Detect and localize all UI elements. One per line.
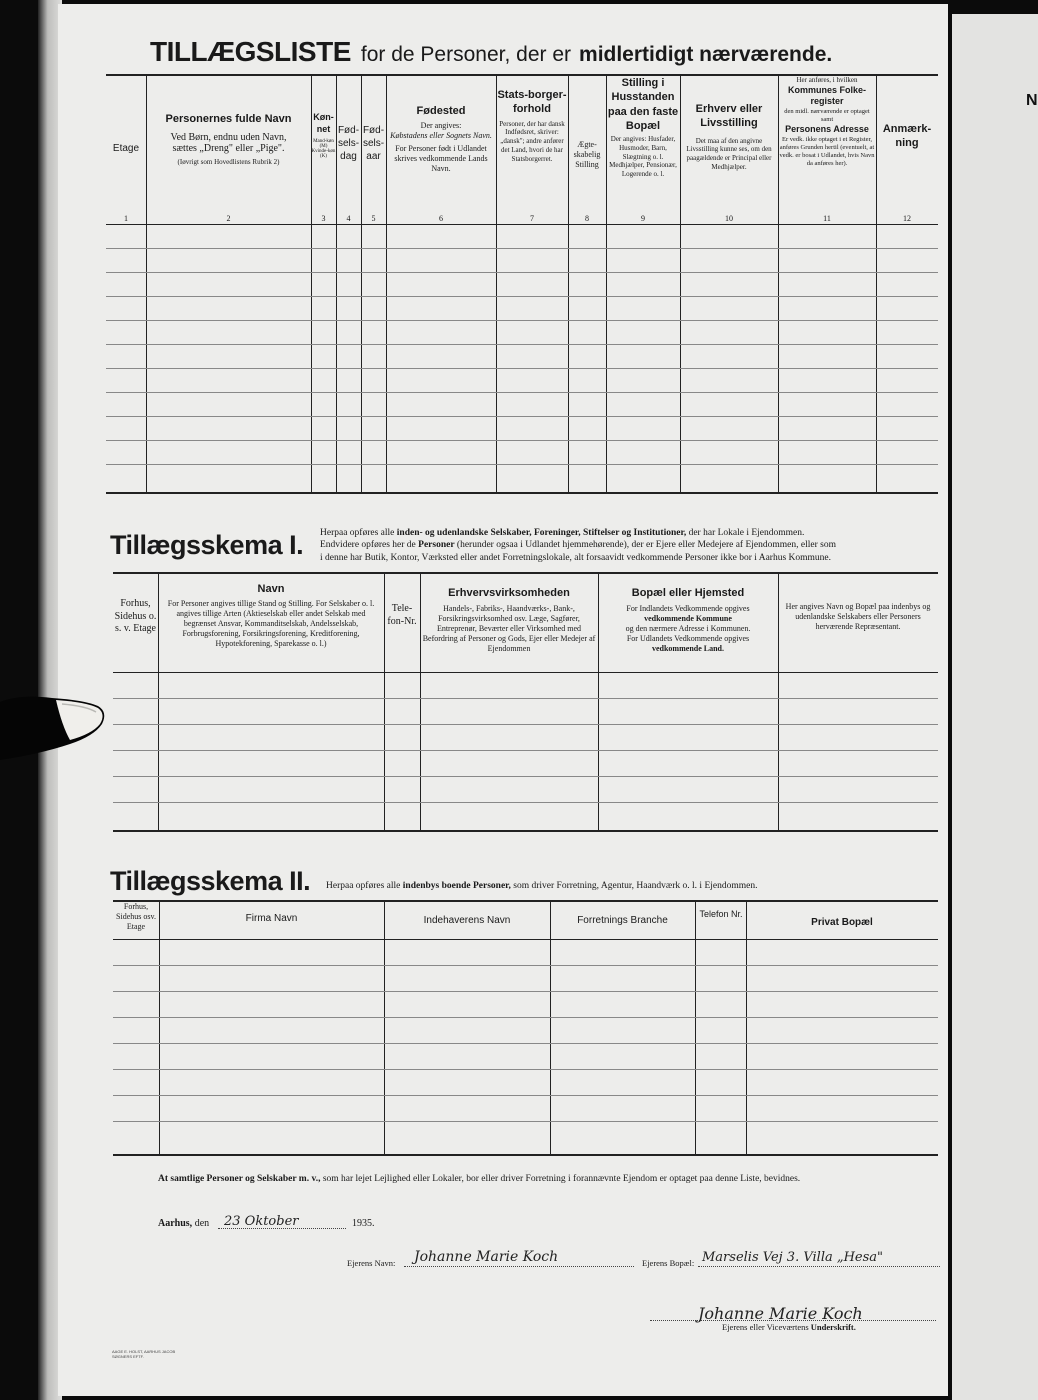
col-number: 3 bbox=[321, 214, 326, 223]
s2-header-private-address: Privat Bopæl bbox=[811, 917, 873, 928]
header-birthday: Fød-sels-dag bbox=[337, 125, 360, 162]
signature-field[interactable] bbox=[650, 1304, 936, 1321]
date-line: Aarhus, den bbox=[158, 1218, 210, 1229]
header-gender: Køn-net Mand-køn (M) Kvinde-køn (K) bbox=[311, 112, 336, 160]
s2-header-phone: Telefon Nr. bbox=[699, 909, 743, 919]
col-number: 5 bbox=[371, 214, 376, 223]
s2-header-owner: Indehaverens Navn bbox=[423, 915, 511, 926]
header-household: Stilling i Husstanden paa den faste Bopæl Der angives: Husfader, Husmoder, Barn, Slægtning o. l. Medhjælper, Pensionær, Logerende o. l. bbox=[607, 77, 679, 179]
s1-header-representative: Her angives Navn og Bopæl paa indenbys og udenlandske Selskabers eller Personers herværende Repræsentant. bbox=[785, 602, 931, 631]
printer-mark: AAGE E. HOLST, AARHUS JACOB SØGNERS EFTF. bbox=[112, 1349, 176, 1360]
header-occupation: Erhverv eller Livsstilling Det maa af den angivne Livsstilling kunne ses, om den paagældende er Principal eller Medhjælper. bbox=[686, 103, 772, 171]
owner-address-handwritten: Marselis Vej 3. Villa „Hesa" bbox=[702, 1250, 884, 1265]
col-number: 11 bbox=[823, 214, 831, 223]
s1-header-phone: Tele-fon-Nr. bbox=[387, 603, 417, 627]
owner-name-field[interactable] bbox=[404, 1248, 634, 1267]
col-number: 7 bbox=[530, 214, 534, 223]
skema2-title: Tillægsskema II. bbox=[110, 866, 311, 896]
page-title bbox=[150, 36, 950, 68]
header-birthyear: Fød-sels-aar bbox=[362, 125, 385, 162]
header-name: Personernes fulde Navn Ved Børn, endnu uden Navn, sættes „Dreng" eller „Pige". (Iøvrigt som Hovedlistens Rubrik 2) bbox=[165, 113, 292, 167]
skema1-title: Tillægsskema I. bbox=[110, 530, 304, 560]
col-number: 1 bbox=[124, 214, 128, 223]
skema1-instructions: Herpaa opføres alle inden- og udenlandske Selskaber, Foreninger, Stiftelser og Institutioner, der har Lokale i Ejendommen. Endvidere opføres her de Personer (herunder ogsaa i Udlandet hjemmehørende), der er Ejere eller Medejere af Ejendommen, eller som i denne har Butik, Kontor, Værksted eller andet Forretningslokale, alt forsaavidt vedkommende Personer ikke bor i Aarhus Kommune. bbox=[320, 528, 836, 563]
col-number: 9 bbox=[641, 214, 645, 223]
title-main: TILLÆGSLISTE bbox=[150, 36, 351, 67]
header-register: Her anføres, i hvilken Kommunes Folke-register den midl. nærværende er optaget samt Personens Adresse Er vedk. ikke optaget i et Register, anføres Grunden hertil (eventuelt, at vedk. er bosat i Udlandet, hvis Navn da anføres her). bbox=[779, 76, 875, 168]
signature-label: Ejerens eller Viceværtens Underskrift. bbox=[722, 1322, 856, 1332]
year: 1935. bbox=[352, 1218, 375, 1229]
s1-header-residence: Bopæl eller Hjemsted For Indlandets Vedkommende opgives vedkommende Kommune og den nærmere Adresse i Kommunen. For Udlandets Vedkommende opgives vedkommende Land. bbox=[625, 587, 751, 654]
owner-name-label: Ejerens Navn: bbox=[347, 1258, 396, 1268]
adjacent-page: N bbox=[952, 14, 1038, 1400]
col-number: 4 bbox=[346, 214, 351, 223]
owner-address-field[interactable] bbox=[698, 1248, 940, 1267]
header-etage: Etage bbox=[112, 143, 140, 154]
declaration: At samtlige Personer og Selskaber m. v., som har lejet Lejlighed eller Lokaler, bor eller driver Forretning i forannævnte Ejendom er optaget paa denne Liste, bevidnes. bbox=[158, 1174, 801, 1184]
s2-header-branch: Forretnings Branche bbox=[577, 915, 668, 926]
date-handwritten: 23 Oktober bbox=[224, 1214, 299, 1229]
s1-header-etage: Forhus, Sidehus o. s. v. Etage bbox=[114, 598, 157, 634]
header-remarks: Anmærk-ning bbox=[882, 123, 932, 150]
col-number: 2 bbox=[226, 214, 231, 223]
title-pre: for de Personer, der er bbox=[360, 43, 572, 66]
col-number: 6 bbox=[439, 214, 443, 223]
owner-address-label: Ejerens Bopæl: bbox=[642, 1258, 695, 1268]
col-number: 8 bbox=[585, 214, 589, 223]
header-birthplace: Fødested Der angives: Købstadens eller Sognets Navn. For Personer født i Udlandet skrives vedkommende Lands Navn. bbox=[390, 105, 492, 174]
s2-header-etage: Forhus, Sidehus osv. Etage bbox=[116, 902, 156, 931]
s1-header-name: Navn For Personer angives tillige Stand og Stilling. For Selskaber o. l. angives tillige Arten (Aktieselskab eller andet Selskab med begrænset Ansvar, Kommanditselskab, Andelsselskab, Forbrugsforening, Forsikringsforening, Kreditforening, Hypotekforening, Sparekasse o. l.) bbox=[167, 583, 375, 649]
s2-header-firm: Firma Navn bbox=[245, 913, 298, 924]
form-page bbox=[58, 4, 948, 1396]
thumb-icon bbox=[0, 690, 108, 770]
header-citizenship: Stats-borger-forhold Personer, der har dansk Indfødsret, skriver: „dansk"; andre anfører det Land, hvori de har Statsborgerret. bbox=[497, 89, 567, 163]
signature-handwritten: Johanne Marie Koch bbox=[698, 1304, 863, 1323]
col-number: 12 bbox=[903, 214, 911, 223]
header-marital: Ægte-skabelig Stilling bbox=[573, 140, 601, 169]
owner-name-handwritten: Johanne Marie Koch bbox=[414, 1249, 559, 1265]
col-number: 10 bbox=[725, 214, 733, 223]
title-bold: midlertidigt nærværende. bbox=[579, 43, 833, 66]
skema2-instructions: Herpaa opføres alle indenbys boende Personer, som driver Forretning, Agentur, Haandværk o. l. i Ejendommen. bbox=[326, 881, 758, 891]
s1-header-business: Erhvervsvirksomheden Handels-, Fabriks-, Haandværks-, Bank-, Forsikringsvirksomhed osv. Læge, Sagfører, Entreprenør, Beværter eller Virksomhed med Befordring af Personer og Gods, Ejer eller Medejer af Ejendommen bbox=[422, 587, 596, 654]
date-field[interactable] bbox=[218, 1212, 346, 1229]
